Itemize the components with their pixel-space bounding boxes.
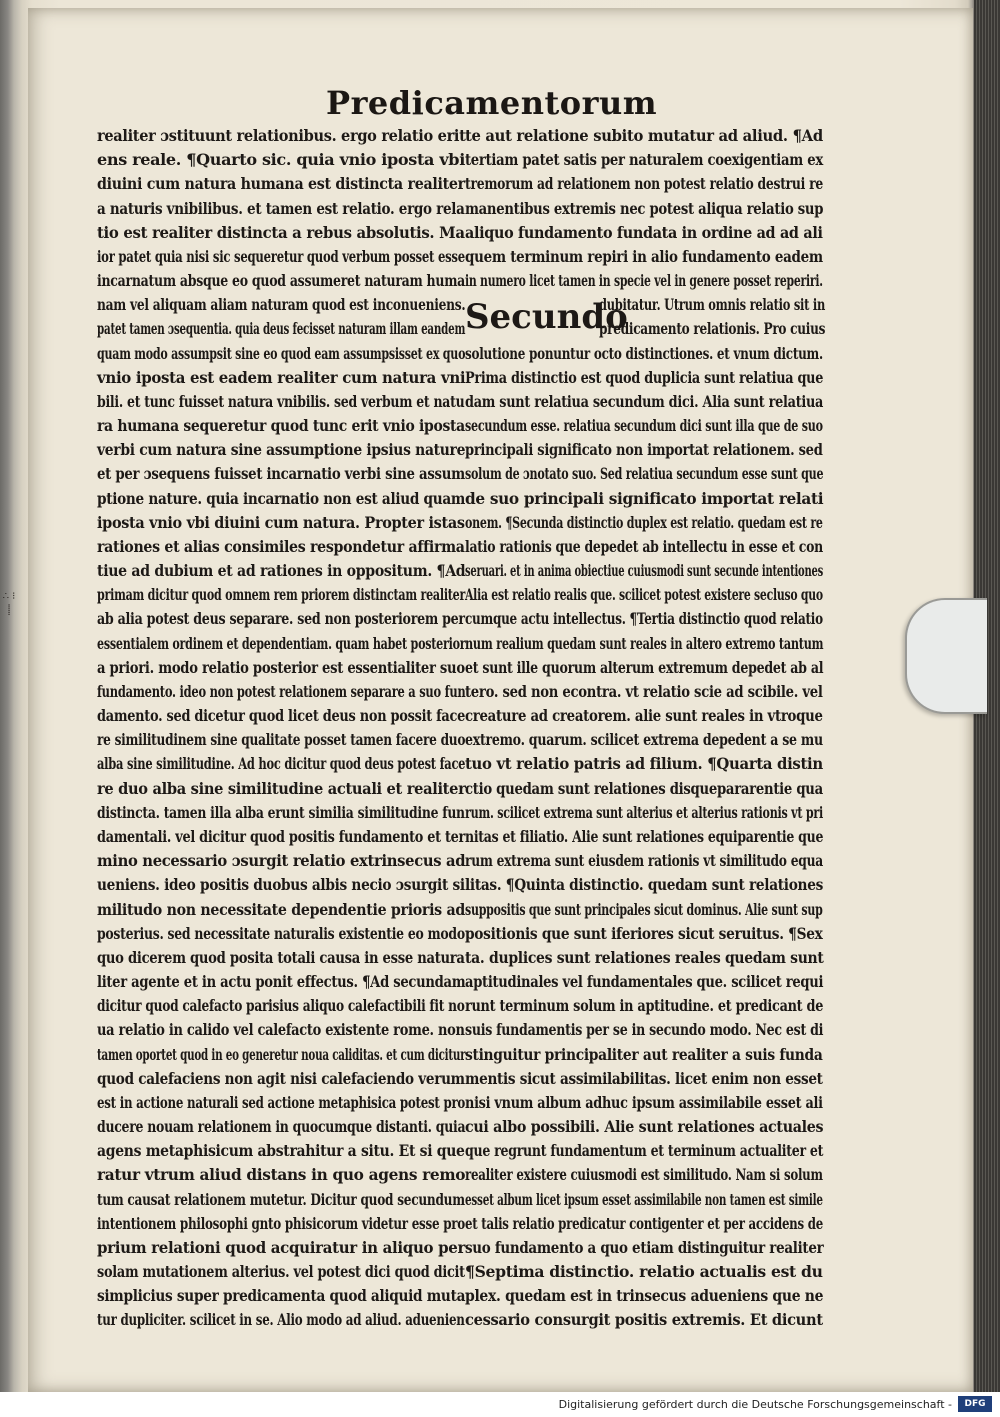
text-line: intentionem philosophi gnto phisicorum videtur esse pro: [97, 1213, 466, 1233]
text-line: diuini cum natura humana est distincta realiter: [97, 174, 465, 194]
text-line: cumque actu intellectus. ¶Tertia distinctio quod relatio: [465, 609, 823, 629]
text-line: et sunt ille quorum alterum extremum depedet ab al: [465, 657, 824, 677]
dfg-logo: DFG: [958, 1396, 992, 1412]
text-line: tertiam patet satis per naturalem coexigentiam ex: [465, 150, 823, 170]
text-line: essentialem ordinem et dependentiam. quam habet posterior: [97, 633, 466, 653]
text-line: a priori. modo relatio posterior est essentialiter suo: [97, 657, 465, 677]
text-line: cessario consurgit positis extremis. Et dicunt: [465, 1310, 823, 1330]
text-line: verbi cum natura sine assumptione ipsius nature: [97, 440, 466, 460]
text-line: dam sunt relatiua secundum dici. Alia sunt relatiua: [465, 391, 824, 411]
text-line: quem terminum repiri in alio fundamento eadem: [465, 246, 823, 266]
text-line: tero. sed non econtra. vt relatio scie ad scibile. vel: [465, 681, 823, 701]
text-line: liter agente et in actu ponit effectus. ¶Ad secundam: [97, 972, 466, 992]
text-line: tio est realiter distincta a rebus absolutis. Ma: [97, 222, 465, 242]
text-line: solam mutationem alterius. vel potest dici quod dicit: [97, 1262, 465, 1282]
secundo-section-heading: [465, 293, 825, 341]
text-line: suppositis que sunt principales sicut dominus. Alie sunt sup: [465, 899, 823, 919]
text-line: aliquo fundamento fundata in ordine ad ad ali: [465, 222, 823, 242]
text-line: cui albo possibili. Alie sunt relationes actuales: [465, 1117, 824, 1137]
text-line: manentibus extremis nec potest aliqua relatio sup: [465, 198, 824, 218]
text-line: que regrunt fundamentum et terminum actualiter et: [465, 1141, 824, 1161]
right-text-column: [465, 124, 825, 1333]
text-line: tum causat relationem mutetur. Dicitur quod secundum: [97, 1189, 465, 1209]
footer-credit: Digitalisierung gefördert durch die Deutsche Forschungsgemeinschaft -: [558, 1398, 952, 1411]
text-line: distincta. tamen illa alba erunt similia similitudine fun: [97, 802, 465, 822]
text-line: et talis relatio predicatur contigenter et per accidens de: [465, 1213, 823, 1233]
text-line: rationes et alias consimiles respondetur affirma: [97, 536, 465, 556]
right-column-bottom-block: [465, 342, 825, 1333]
text-line: principali significato non importat relationem. sed: [465, 440, 823, 460]
text-line: plex. quedam est in trinsecus adueniens que ne: [465, 1286, 824, 1306]
secundo-initial-word: Secundo: [465, 297, 628, 338]
text-line: ducere nouam relationem in quocumque distanti. quia: [97, 1117, 466, 1137]
text-line: primam dicitur quod omnem rem priorem distinctam realiter: [97, 585, 466, 605]
text-line: vnio iposta est eadem realiter cum natura vni: [97, 367, 466, 387]
text-line: tuo vt relatio patris ad filium. ¶Quarta distin: [465, 754, 823, 774]
text-line: ua relatio in calido vel calefacto existente rome. non: [97, 1020, 465, 1040]
text-line: predicamento relationis. Pro cuius: [599, 319, 826, 339]
text-line: nitas et filiatio. Alie sunt relationes equiparentie que: [465, 827, 824, 846]
left-text-column: [97, 124, 467, 1333]
text-line: litas. ¶Quinta distinctio. quedam sunt relationes: [465, 875, 824, 895]
text-line: et per ɔsequens fuisset incarnatio verbi sine assum: [97, 464, 465, 484]
text-line: ra humana sequeretur quod tunc erit vnio iposta: [97, 416, 465, 436]
text-line: ens reale. ¶Quarto sic. quia vnio iposta vbi: [97, 150, 465, 170]
text-line: iposta vnio vbi diuini cum natura. Propter istas: [97, 512, 465, 532]
text-line: ptione nature. quia incarnatio non est aliud quam: [97, 488, 466, 508]
text-line: ta. duplices sunt relationes reales quedam sunt: [465, 947, 824, 967]
text-line: nam vel aliquam aliam naturam quod est inconueniens.: [97, 295, 466, 315]
text-line: simplicius super predicamenta quod aliquid muta: [97, 1286, 466, 1306]
text-line: dicitur quod calefacto parisius aliquo calefactibili fit no: [97, 996, 465, 1016]
text-line: quo dicerem quod posita totali causa in esse natura: [97, 947, 465, 967]
text-line: ab alia potest deus separare. sed non posteriorem per: [97, 609, 465, 629]
text-line: realiter existere cuiusmodi est similitudo. Nam si solum: [465, 1165, 823, 1185]
text-line: dubitatur. Utrum omnis relatio sit in: [599, 295, 826, 315]
text-line: mentis sicut assimilabilitas. licet enim non esset: [465, 1068, 823, 1088]
text-line: solutione ponuntur octo distinctiones. et vnum dictum.: [465, 343, 823, 363]
text-line: agens metaphisicum abstrahitur a situ. Et si que: [97, 1141, 465, 1161]
text-line: runt terminum solum in aptitudine. et predicant de: [465, 996, 824, 1016]
text-line: num realium quedam sunt reales in altero extremo tantum: [465, 633, 824, 653]
text-line: rum. scilicet extrema sunt alterius et alterius rationis vt pri: [465, 802, 824, 822]
text-line: suis fundamentis per se in secundo modo. Nec est di: [465, 1020, 824, 1040]
text-line: alba sine similitudine. Ad hoc dicitur quod deus potest face: [97, 754, 466, 774]
text-line: ¶Septima distinctio. relatio actualis est du: [465, 1262, 823, 1282]
text-line: ratur vtrum aliud distans in quo agens remo: [97, 1165, 466, 1185]
text-line: onem. ¶Secunda distinctio duplex est relatio. quedam est re: [465, 512, 823, 532]
text-line: patet tamen ɔsequentia. quia deus fecisset naturam illam eandem: [97, 319, 466, 339]
text-line: rum extrema sunt eiusdem rationis vt similitudo equa: [465, 851, 823, 871]
text-line: Prima distinctio est quod duplicia sunt relatiua que: [465, 367, 824, 387]
text-line: tamen oportet quod in eo generetur noua caliditas. et cum dicitur: [97, 1044, 466, 1064]
page-marker-tab: [905, 598, 987, 714]
text-line: te aut relatione subito mutatur ad aliud. ¶Ad: [465, 126, 823, 145]
text-line: a naturis vnibilibus. et tamen est relatio. ergo rela: [97, 198, 465, 218]
text-line: ueniens. ideo positis duobus albis necio ɔsurgit si: [97, 875, 465, 895]
text-line: quod calefaciens non agit nisi calefaciendo verum: [97, 1068, 465, 1088]
footer-bar: [0, 1392, 1000, 1417]
text-line: ior patet quia nisi sic sequeretur quod verbum posset esse: [97, 246, 465, 266]
text-line: damento. sed dicetur quod licet deus non possit face: [97, 706, 466, 726]
text-line: suo fundamento a quo etiam distinguitur realiter: [465, 1237, 824, 1257]
text-line: seruari. et in anima obiectiue cuiusmodi sunt secunde intentiones: [465, 561, 824, 581]
text-line: tremorum ad relationem non potest relatio destrui re: [465, 174, 824, 194]
text-line: extremo. quarum. scilicet extrema depedent a se mu: [465, 730, 823, 750]
text-line: aptitudinales vel fundamentales que. scilicet requi: [465, 972, 824, 992]
text-line: nisi vnum album adhuc ipsum assimilabile esset ali: [465, 1092, 823, 1112]
right-column-top-block: [465, 124, 825, 293]
margin-marks: ∴ ⁝ ⸽: [2, 591, 16, 616]
secundo-heading-text: [599, 293, 919, 341]
text-line: creature ad creatorem. alie sunt reales in vtroque: [465, 706, 823, 726]
text-line: positionis que sunt iferiores sicut seruitus. ¶Sex: [465, 923, 823, 943]
text-line: re duo alba sine similitudine actuali et realiter: [97, 778, 466, 798]
running-title: Predicamentorum: [326, 84, 658, 122]
text-line: militudo non necessitate dependentie prioris ad: [97, 899, 465, 919]
text-line: ctio quedam sunt relationes disquepararentie qua: [465, 778, 823, 798]
text-line: bili. et tunc fuisset natura vnibilis. sed verbum et natu: [97, 391, 465, 411]
text-line: posterius. sed necessitate naturalis existentie eo modo: [97, 923, 465, 943]
text-line: est in actione naturali sed actione metaphisica potest pro: [97, 1092, 466, 1112]
text-line: stinguitur principaliter aut realiter a suis funda: [465, 1044, 823, 1064]
text-line: mino necessario ɔsurgit relatio extrinsecus ad: [97, 851, 466, 871]
text-line: fundamento. ideo non potest relationem separare a suo fun: [97, 681, 466, 701]
text-line: in numero licet tamen in specie vel in genere posset reperiri.: [465, 271, 823, 291]
text-line: prium relationi quod acquiratur in aliquo per: [97, 1237, 466, 1257]
text-line: quam modo assumpsit sine eo quod eam assumpsisset ex quo: [97, 343, 466, 363]
text-line: secundum esse. relatiua secundum dici sunt illa que de suo: [465, 416, 823, 436]
text-line: esset album licet ipsum esset assimilabile non tamen est simile: [465, 1189, 823, 1209]
text-line: latio rationis que depedet ab intellectu in esse et con: [465, 536, 823, 556]
text-line: re similitudinem sine qualitate posset tamen facere duo: [97, 730, 466, 750]
text-line: tur dupliciter. scilicet in se. Alio modo ad aliud. aduenien: [97, 1310, 465, 1330]
text-line: de suo principali significato importat relati: [465, 488, 824, 508]
text-line: damentali. vel dicitur quod positis fundamento et ter: [97, 826, 466, 846]
text-line: Alia est relatio realis que. scilicet potest existere secluso quo: [465, 585, 823, 605]
text-line: tiue ad dubium et ad rationes in oppositum. ¶Ad: [97, 561, 466, 581]
text-line: incarnatum absque eo quod assumeret naturam huma: [97, 271, 466, 291]
text-line: realiter ɔstituunt relationibus. ergo relatio erit: [97, 126, 466, 145]
text-line: solum de ɔnotato suo. Sed relatiua secundum esse sunt que: [465, 464, 824, 484]
